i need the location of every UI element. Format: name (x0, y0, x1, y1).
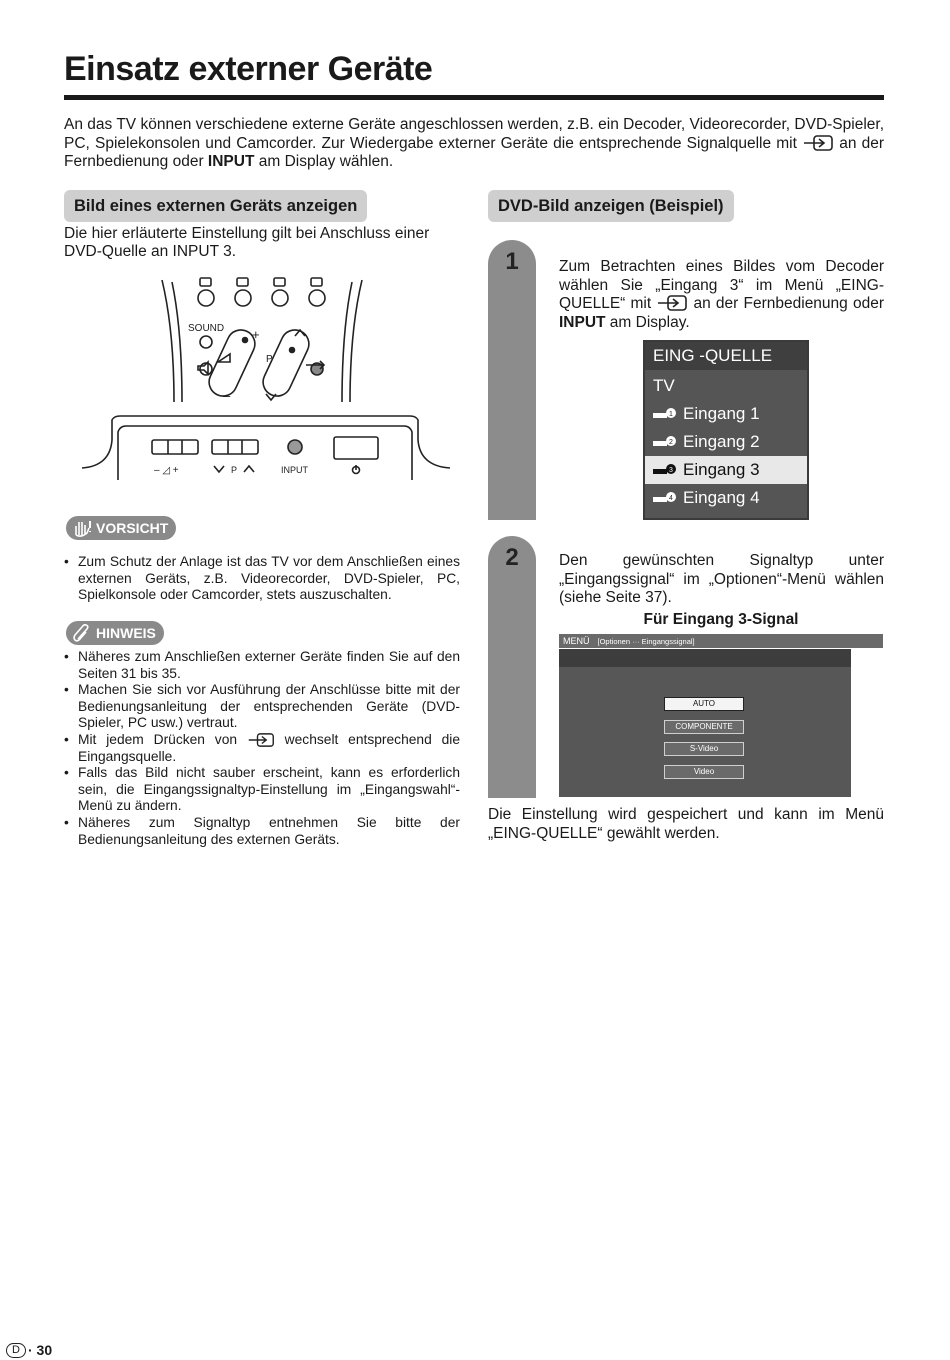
intro-paragraph: An das TV können verschiedene externe Geräte angeschlossen werden, z.B. ein Decoder, Videorecorder, DVD-Spieler, PC, Spielekonsolen und Camcorder. Zur Wiedergabe externer Geräte die entsprechende Signalquelle mit an der Fernbedienung oder INPUT am Display wählen. (64, 116, 885, 170)
remote-control-illustration (80, 270, 455, 495)
step-1-bar (488, 240, 536, 520)
svg-text:1: 1 (669, 411, 673, 418)
panel-volume-label: – ◿ + (154, 465, 179, 476)
page-number-text: · 30 (28, 1342, 53, 1358)
note-badge (66, 621, 164, 645)
step-2-number: 2 (505, 544, 519, 571)
note-list (64, 649, 460, 848)
osd-item-input-1[interactable]: 1 Eingang 1 (645, 400, 807, 428)
list-item: • Mit jedem Drücken von wechselt entsprechend die Eingangsquelle. (64, 732, 460, 765)
panel-p-label: P (231, 465, 238, 475)
caution-list (64, 554, 460, 604)
osd-item-input-2[interactable]: 2 Eingang 2 (645, 428, 807, 456)
panel-input-label: INPUT (281, 465, 308, 475)
left-section-heading: Bild eines externen Geräts anzeigen (64, 190, 367, 222)
svg-text:4: 4 (669, 495, 673, 502)
option-s-video[interactable]: S-Video (664, 742, 744, 756)
option-video[interactable]: Video (664, 765, 744, 779)
paperclip-icon (72, 624, 92, 642)
step-1-text: Zum Betrachten eines Bildes vom Decoder wählen Sie „Eingang 3“ im Menü „EING-QUELLE“ mit an der Fernbedienung oder INPUT am Display. (559, 258, 884, 331)
page-title: Einsatz externer Geräte (64, 50, 433, 88)
p-label: P (266, 354, 273, 365)
option-componente[interactable]: COMPONENTE (664, 720, 744, 734)
input-3-icon (653, 464, 677, 476)
list-item: • Näheres zum Anschließen externer Geräte finden Sie auf den Seiten 31 bis 35. (64, 649, 460, 682)
right-section-heading: DVD-Bild anzeigen (Beispiel) (488, 190, 734, 222)
menu-breadcrumb-bar: MENÜ [Optionen ··· Eingangssignal] (559, 634, 883, 648)
osd-item-tv[interactable]: TV (653, 376, 675, 395)
list-item: • Näheres zum Signaltyp entnehmen Sie bitte der Bedienungsanleitung des externen Geräts. (64, 815, 460, 848)
input-source-icon (247, 733, 275, 747)
signal-title: Für Eingang 3-Signal (643, 611, 799, 628)
list-item: • Machen Sie sich vor Ausführung der Anschlüsse bitte mit der Bedienungsanleitung der entsprechenden Geräte (DVD-Spieler, PC usw.) vertraut. (64, 682, 460, 732)
input-4-icon (653, 492, 677, 504)
step-1-number: 1 (505, 248, 519, 275)
step-2-bar (488, 536, 536, 798)
caution-badge (66, 516, 176, 540)
input-1-icon (653, 408, 677, 420)
input-source-menu (643, 340, 809, 520)
svg-text:3: 3 (669, 467, 673, 474)
minus-label: – (223, 388, 231, 403)
hand-warning-icon (72, 519, 92, 537)
osd-item-input-4[interactable]: 4 Eingang 4 (645, 484, 807, 512)
osd-title: EING -QUELLE (645, 342, 807, 370)
note-label: HINWEIS (96, 625, 156, 641)
left-intro-text: Die hier erläuterte Einstellung gilt bei Anschluss einer DVD-Quelle an INPUT 3. (64, 225, 430, 260)
list-item: • Zum Schutz der Anlage ist das TV vor dem Anschließen eines externen Geräts, z.B. Videorecorder, DVD-Spieler, PC, Spielkonsole oder Camcorder, stets auszuschalten. (64, 554, 460, 604)
outro-text: Die Einstellung wird gespeichert und kann im Menü „EING-QUELLE“ gewählt werden. (488, 806, 884, 842)
caution-label: VORSICHT (96, 520, 169, 536)
input-source-icon (656, 295, 688, 311)
plus-label: + (252, 327, 260, 342)
page-number (6, 1342, 52, 1358)
list-item: • Falls das Bild nicht sauber erscheint, kann es erforderlich sein, die Eingangssignaltyp-Einstellung im „Eingangswahl“-Menü zu ändern. (64, 765, 460, 815)
sound-label: SOUND (188, 323, 225, 334)
step-2-text: Den gewünschten Signaltyp unter „Eingangssignal“ im „Optionen“-Menü wählen (siehe Seite 37). (559, 552, 884, 606)
signal-type-menu (559, 649, 851, 797)
region-badge: D (6, 1343, 26, 1358)
svg-text:2: 2 (669, 439, 673, 446)
osd-item-input-3[interactable]: 3 Eingang 3 (645, 456, 807, 484)
option-auto[interactable]: AUTO (664, 697, 744, 711)
title-rule (64, 95, 884, 100)
input-2-icon (653, 436, 677, 448)
input-source-icon (802, 135, 834, 151)
